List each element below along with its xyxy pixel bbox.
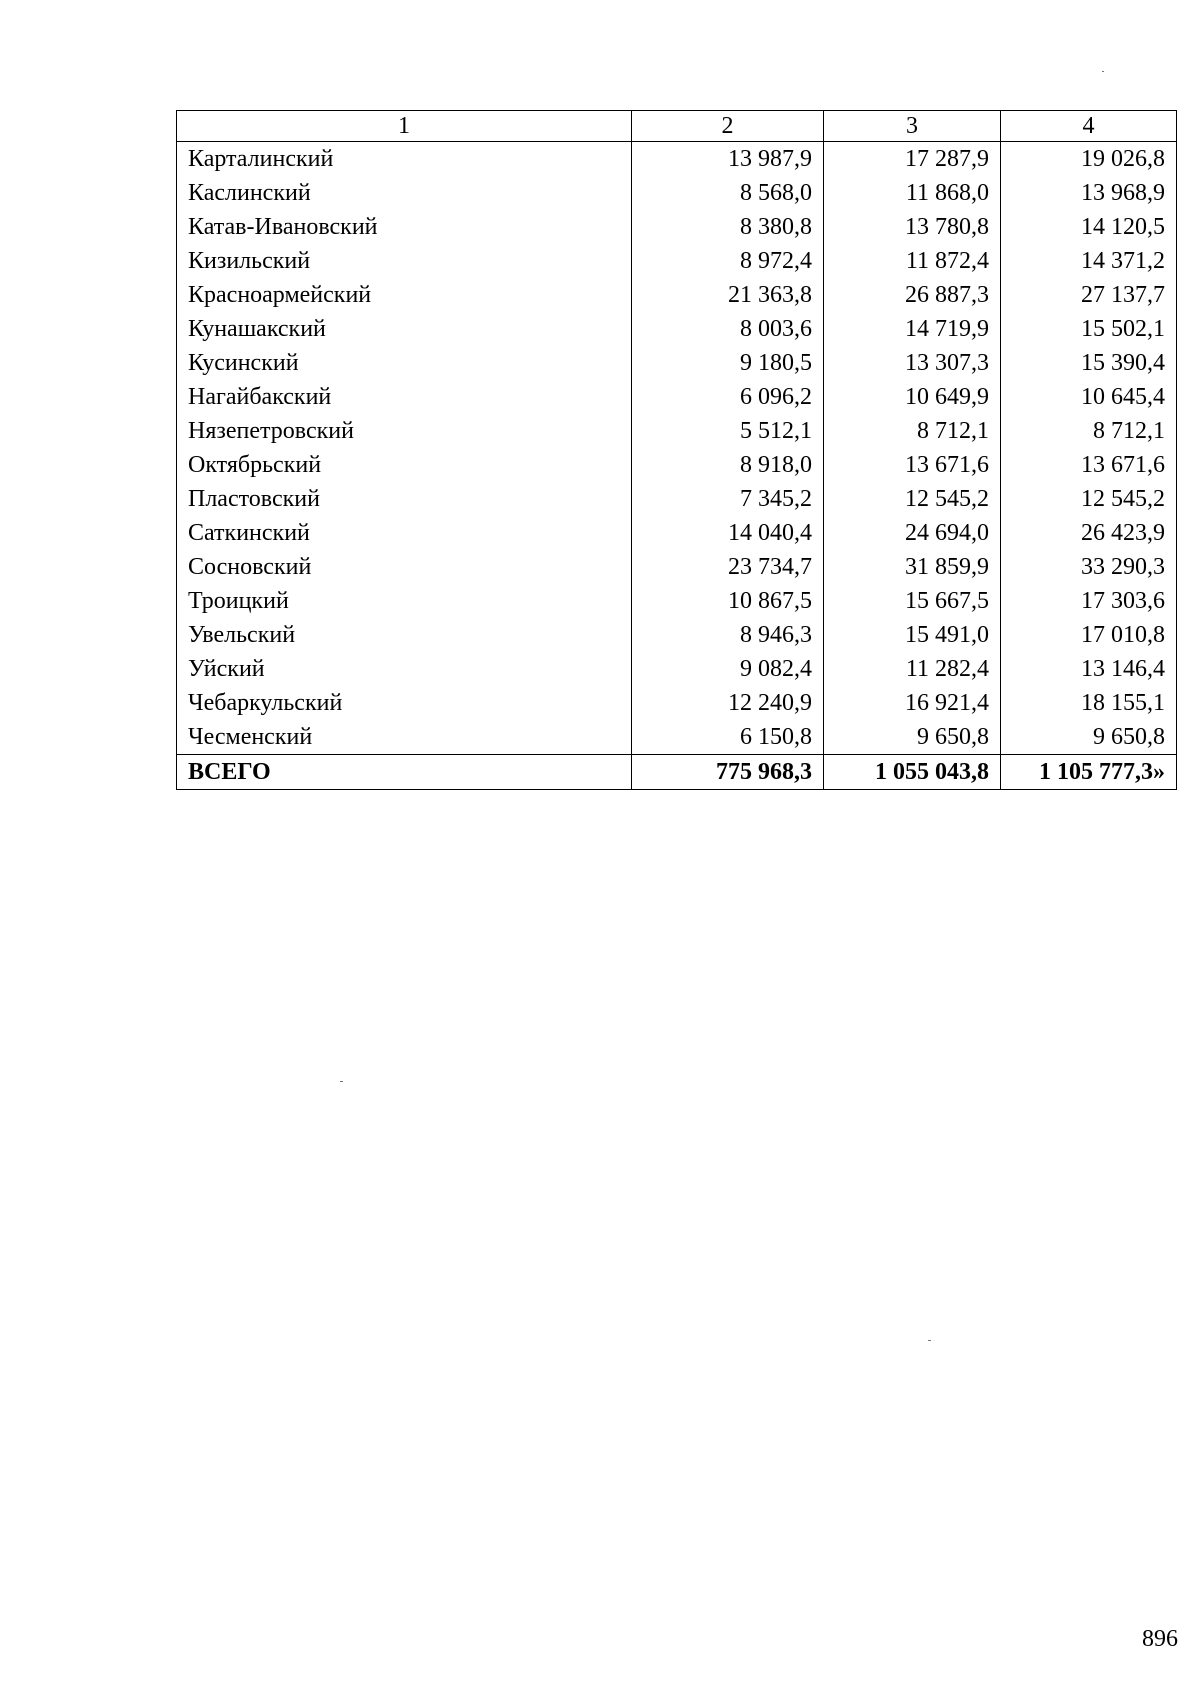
value-col-3: 10 649,9 — [824, 380, 1001, 414]
value-col-2: 8 946,3 — [632, 618, 824, 652]
district-name: Нязепетровский — [177, 414, 632, 448]
total-col-4: 1 105 777,3» — [1001, 755, 1177, 790]
district-name: Троицкий — [177, 584, 632, 618]
value-col-3: 31 859,9 — [824, 550, 1001, 584]
column-header-3: 3 — [824, 111, 1001, 142]
table-row — [177, 618, 1177, 652]
table-row — [177, 414, 1177, 448]
value-col-2: 9 180,5 — [632, 346, 824, 380]
value-col-4: 27 137,7 — [1001, 278, 1177, 312]
value-col-4: 18 155,1 — [1001, 686, 1177, 720]
table-row — [177, 482, 1177, 516]
district-name: Кунашакский — [177, 312, 632, 346]
value-col-4: 26 423,9 — [1001, 516, 1177, 550]
table-row — [177, 142, 1177, 177]
value-col-4: 15 502,1 — [1001, 312, 1177, 346]
table-row — [177, 686, 1177, 720]
value-col-2: 8 918,0 — [632, 448, 824, 482]
value-col-2: 21 363,8 — [632, 278, 824, 312]
budget-table — [176, 110, 1177, 790]
district-name: Увельский — [177, 618, 632, 652]
table-row — [177, 652, 1177, 686]
value-col-2: 23 734,7 — [632, 550, 824, 584]
column-header-2: 2 — [632, 111, 824, 142]
value-col-3: 9 650,8 — [824, 720, 1001, 755]
table-header — [177, 111, 1177, 142]
value-col-2: 6 096,2 — [632, 380, 824, 414]
value-col-2: 10 867,5 — [632, 584, 824, 618]
district-name: Чесменский — [177, 720, 632, 755]
table-row — [177, 380, 1177, 414]
district-name: Сосновский — [177, 550, 632, 584]
total-col-3: 1 055 043,8 — [824, 755, 1001, 790]
table-row — [177, 278, 1177, 312]
value-col-3: 15 491,0 — [824, 618, 1001, 652]
scan-speck — [928, 1340, 931, 1341]
scan-speck — [340, 1081, 343, 1082]
district-name: Кусинский — [177, 346, 632, 380]
table-row — [177, 210, 1177, 244]
value-col-4: 17 303,6 — [1001, 584, 1177, 618]
value-col-4: 19 026,8 — [1001, 142, 1177, 177]
value-col-2: 6 150,8 — [632, 720, 824, 755]
district-name: Катав-Ивановский — [177, 210, 632, 244]
district-name: Пластовский — [177, 482, 632, 516]
total-col-2: 775 968,3 — [632, 755, 824, 790]
table-row — [177, 720, 1177, 755]
district-name: Саткинский — [177, 516, 632, 550]
table-row — [177, 176, 1177, 210]
value-col-3: 11 868,0 — [824, 176, 1001, 210]
value-col-2: 8 972,4 — [632, 244, 824, 278]
value-col-3: 12 545,2 — [824, 482, 1001, 516]
table-body — [177, 142, 1177, 790]
table-row — [177, 516, 1177, 550]
value-col-2: 5 512,1 — [632, 414, 824, 448]
value-col-4: 14 371,2 — [1001, 244, 1177, 278]
value-col-3: 11 872,4 — [824, 244, 1001, 278]
district-name: Чебаркульский — [177, 686, 632, 720]
value-col-2: 13 987,9 — [632, 142, 824, 177]
value-col-4: 33 290,3 — [1001, 550, 1177, 584]
value-col-3: 24 694,0 — [824, 516, 1001, 550]
value-col-3: 11 282,4 — [824, 652, 1001, 686]
value-col-3: 14 719,9 — [824, 312, 1001, 346]
value-col-4: 8 712,1 — [1001, 414, 1177, 448]
value-col-2: 12 240,9 — [632, 686, 824, 720]
district-name: Уйский — [177, 652, 632, 686]
value-col-3: 13 307,3 — [824, 346, 1001, 380]
value-col-3: 15 667,5 — [824, 584, 1001, 618]
scan-speck — [1102, 71, 1104, 72]
value-col-3: 16 921,4 — [824, 686, 1001, 720]
value-col-3: 8 712,1 — [824, 414, 1001, 448]
district-name: Карталинский — [177, 142, 632, 177]
total-label: ВСЕГО — [177, 755, 632, 790]
value-col-3: 26 887,3 — [824, 278, 1001, 312]
value-col-4: 15 390,4 — [1001, 346, 1177, 380]
value-col-2: 7 345,2 — [632, 482, 824, 516]
value-col-3: 17 287,9 — [824, 142, 1001, 177]
district-name: Нагайбакский — [177, 380, 632, 414]
table-row — [177, 584, 1177, 618]
table-row — [177, 346, 1177, 380]
value-col-3: 13 780,8 — [824, 210, 1001, 244]
district-name: Каслинский — [177, 176, 632, 210]
value-col-2: 8 003,6 — [632, 312, 824, 346]
value-col-2: 8 568,0 — [632, 176, 824, 210]
district-name: Кизильский — [177, 244, 632, 278]
header-row — [177, 111, 1177, 142]
district-name: Октябрьский — [177, 448, 632, 482]
value-col-4: 12 545,2 — [1001, 482, 1177, 516]
table-row — [177, 448, 1177, 482]
value-col-4: 10 645,4 — [1001, 380, 1177, 414]
value-col-3: 13 671,6 — [824, 448, 1001, 482]
value-col-2: 8 380,8 — [632, 210, 824, 244]
value-col-2: 9 082,4 — [632, 652, 824, 686]
value-col-4: 14 120,5 — [1001, 210, 1177, 244]
value-col-4: 17 010,8 — [1001, 618, 1177, 652]
column-header-1: 1 — [177, 111, 632, 142]
value-col-2: 14 040,4 — [632, 516, 824, 550]
value-col-4: 13 968,9 — [1001, 176, 1177, 210]
page-number: 896 — [1142, 1626, 1178, 1652]
value-col-4: 13 671,6 — [1001, 448, 1177, 482]
district-name: Красноармейский — [177, 278, 632, 312]
column-header-4: 4 — [1001, 111, 1177, 142]
total-row — [177, 755, 1177, 790]
value-col-4: 9 650,8 — [1001, 720, 1177, 755]
table-row — [177, 550, 1177, 584]
table-row — [177, 244, 1177, 278]
value-col-4: 13 146,4 — [1001, 652, 1177, 686]
table-row — [177, 312, 1177, 346]
